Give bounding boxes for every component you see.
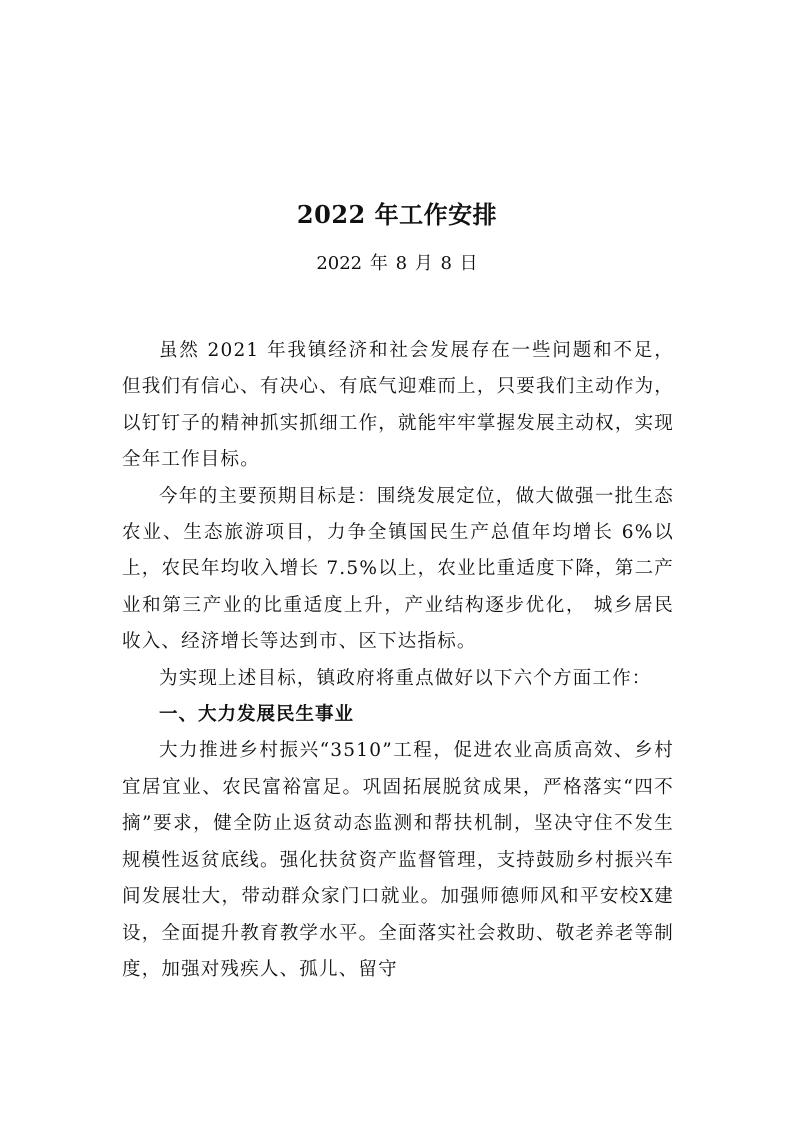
paragraph-intro: 虽然 2021 年我镇经济和社会发展存在一些问题和不足，但我们有信心、有决心、有底气迎难而上，只要我们主动作为，以钉钉子的精神抓实抓细工作，就能牢牢掌握发展主动权，实现全年工作目标。 xyxy=(122,340,674,471)
section-heading: 一、大力发展民生事业 xyxy=(159,704,355,726)
document-title: 2022 年工作安排 xyxy=(296,200,498,229)
paragraph-section-one: 大力推进乡村振兴“3510”工程，促进农业高质高效、乡村宜居宜业、农民富裕富足。巩固拓展脱贫成果，严格落实“四不摘”要求，健全防止返贫动态监测和帮扶机制，坚决守住不发生规模性返贫底线。强化扶贫资产监督管理，支持鼓励乡村振兴车间发展壮大，带动群众家门口就业。加强师德师风和平安校X建设，全面提升教育教学水平。全面落实社会救助、敬老养老等制度，加强对残疾人、孤儿、留守 xyxy=(122,740,674,980)
document-date: 2022 年 8 月 8 日 xyxy=(316,253,478,274)
document-body xyxy=(122,333,674,988)
paragraph-tasks-intro: 为实现上述目标，镇政府将重点做好以下六个方面工作： xyxy=(159,667,652,689)
paragraph-goals: 今年的主要预期目标是：围绕发展定位，做大做强一批生态农业、生态旅游项目，力争全镇国民生产总值年均增长 6%以上，农民年均收入增长 7.5%以上，农业比重适度下降，第二产业和第三产业的比重适度上升，产业结构逐步优化， 城乡居民收入、经济增长等达到市、区下达指标。 xyxy=(122,485,674,653)
